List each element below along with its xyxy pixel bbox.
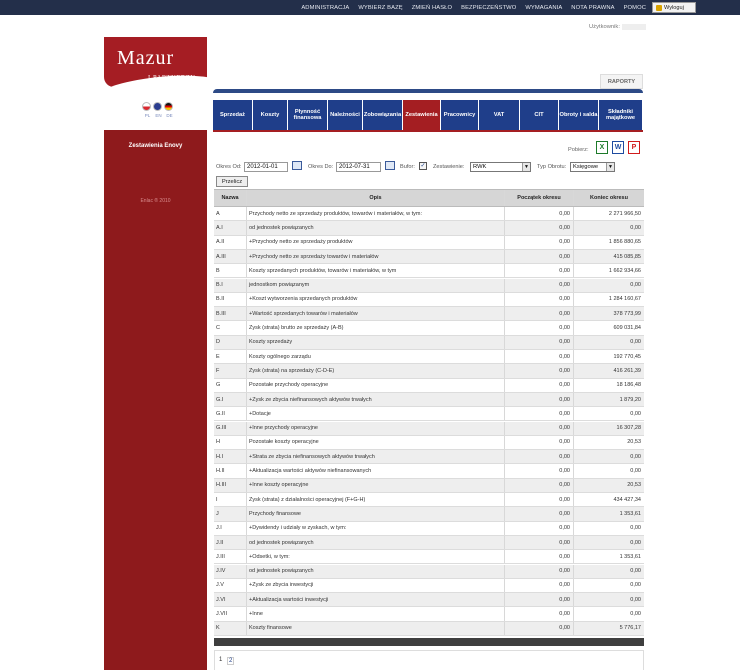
row-description: jednostkom powiązanym	[247, 279, 505, 292]
flag-en-icon[interactable]	[153, 102, 162, 111]
tab-raporty[interactable]: RAPORTY	[600, 74, 643, 89]
logout-button[interactable]	[652, 2, 696, 13]
row-start-value: 0,00	[505, 565, 574, 578]
lock-icon	[656, 5, 662, 11]
column-header[interactable]: Opis	[247, 190, 505, 206]
row-description: +Zysk ze zbycia inwestycji	[247, 579, 505, 592]
lang-label-pl[interactable]: PL	[144, 113, 151, 118]
row-description: +Wartość sprzedanych towarów i materiałów	[247, 307, 505, 320]
lang-label-en[interactable]: EN	[155, 113, 162, 118]
row-code: A.III	[214, 250, 247, 263]
row-description: +Inne przychody operacyjne	[247, 422, 505, 435]
row-start-value: 0,00	[505, 464, 574, 477]
row-code: E	[214, 350, 247, 363]
row-code: C	[214, 321, 247, 334]
row-end-value: 0,00	[630, 410, 641, 417]
row-description: +Dywidendy i udziały w zyskach, w tym:	[247, 522, 505, 535]
row-code: J.III	[214, 550, 247, 563]
row-code: J.IV	[214, 565, 247, 578]
typ-obrotu-select[interactable]	[570, 162, 615, 172]
row-end-value: 18 186,48	[616, 382, 641, 389]
row-end-value: 1 353,61	[619, 510, 641, 517]
row-end-value: 0,00	[630, 539, 641, 546]
row-start-value: 0,00	[505, 507, 574, 520]
row-description: Przychody netto ze sprzedaży produktów, towarów i materiałów, w tym:	[247, 207, 505, 220]
row-description: Zysk (strata) brutto ze sprzedaży (A-B)	[247, 321, 505, 334]
row-code: J.VI	[214, 593, 247, 606]
row-code: G	[214, 379, 247, 392]
column-header[interactable]: Nazwa	[214, 190, 247, 206]
column-header[interactable]: Początek okresu	[505, 190, 574, 206]
row-start-value: 0,00	[505, 393, 574, 406]
row-code: G.III	[214, 422, 247, 435]
row-code: J.VII	[214, 607, 247, 620]
przelicz-button[interactable]: Przelicz	[216, 176, 248, 187]
table-row	[214, 207, 644, 221]
row-end-value: 1 662 934,66	[608, 267, 641, 274]
row-start-value: 0,00	[505, 422, 574, 435]
row-description: Pozostałe koszty operacyjne	[247, 436, 505, 449]
row-code: A.II	[214, 236, 247, 249]
row-description: Zysk (strata) na sprzedaży (C-D-E)	[247, 364, 505, 377]
row-start-value: 0,00	[505, 536, 574, 549]
bufor-checkbox[interactable]: ✓	[420, 163, 426, 169]
row-end-value: 434 427,34	[613, 496, 641, 503]
row-code: G.II	[214, 407, 247, 420]
row-end-value: 416 261,39	[613, 367, 641, 374]
flag-de-icon[interactable]	[164, 102, 173, 111]
row-end-value: 378 773,99	[613, 310, 641, 317]
top-navigation-bar	[0, 0, 740, 15]
row-end-value: 1 284 160,67	[608, 296, 641, 303]
table-row	[214, 364, 644, 378]
row-end-value: 0,00	[630, 596, 641, 603]
main-menu	[213, 100, 643, 130]
calendar-icon[interactable]	[385, 161, 395, 170]
top-nav-links	[292, 0, 646, 15]
row-code: J	[214, 507, 247, 520]
row-description: od jednostek powiązanych	[247, 221, 505, 234]
download-label: Pobierz:	[568, 147, 589, 153]
row-description: Koszty finansowe	[247, 622, 505, 635]
row-code: H.I	[214, 450, 247, 463]
table-row	[214, 464, 644, 478]
row-end-value: 0,00	[630, 339, 641, 346]
row-end-value: 0,00	[630, 525, 641, 532]
row-description: Zysk (strata) z działalności operacyjnej (F+G-H)	[247, 493, 505, 506]
menu-tab[interactable]: Składniki majątkowe	[599, 100, 643, 130]
row-end-value: 0,00	[630, 282, 641, 289]
okres-od-label: Okres Od:	[216, 164, 242, 170]
table-row	[214, 593, 644, 607]
top-nav-link[interactable]: POMOC	[623, 4, 646, 11]
table-row	[214, 550, 644, 564]
bufor-label: Bufor:	[400, 164, 415, 170]
menu-tab[interactable]: VAT	[479, 100, 520, 130]
table-row	[214, 622, 644, 636]
row-start-value: 0,00	[505, 550, 574, 563]
row-end-value: 0,00	[630, 611, 641, 618]
table-row	[214, 436, 644, 450]
row-code: I	[214, 493, 247, 506]
row-code: F	[214, 364, 247, 377]
top-nav-link[interactable]: WYMAGANIA	[525, 4, 563, 11]
excel-export-icon[interactable]: X	[596, 141, 608, 154]
table-row	[214, 493, 644, 507]
table-header	[214, 189, 644, 207]
row-start-value: 0,00	[505, 279, 574, 292]
sidebar-header	[104, 15, 207, 130]
calendar-icon[interactable]	[292, 161, 302, 170]
menu-tab[interactable]: Zestawienia	[403, 100, 441, 130]
table-row	[214, 336, 644, 350]
row-end-value: 16 307,28	[616, 425, 641, 432]
row-end-value: 192 770,45	[613, 353, 641, 360]
logo-main-text: Mazur	[117, 47, 175, 69]
logo-sub-text: I PARTNERZY	[148, 74, 196, 81]
row-start-value: 0,00	[505, 479, 574, 492]
row-end-value: 1 856 880,65	[608, 239, 641, 246]
user-label: Użytkownik:	[589, 24, 620, 30]
menu-tab[interactable]: Pracownicy	[441, 100, 479, 130]
table-row	[214, 293, 644, 307]
pagination	[214, 650, 644, 670]
menu-tab[interactable]: Należności	[328, 100, 363, 130]
row-description: Przychody finansowe	[247, 507, 505, 520]
row-start-value: 0,00	[505, 321, 574, 334]
zestawienie-select[interactable]	[470, 162, 531, 172]
row-start-value: 0,00	[505, 379, 574, 392]
row-description: +Odsetki, w tym:	[247, 550, 505, 563]
row-end-value: 1 353,61	[619, 553, 641, 560]
table-row	[214, 536, 644, 550]
row-code: B.II	[214, 293, 247, 306]
row-start-value: 0,00	[505, 307, 574, 320]
pdf-export-icon[interactable]: P	[628, 141, 640, 154]
typ-obrotu-selected: Księgowe	[573, 164, 599, 170]
row-end-value: 20,53	[627, 439, 641, 446]
row-code: J.V	[214, 579, 247, 592]
row-start-value: 0,00	[505, 221, 574, 234]
row-code: H.II	[214, 464, 247, 477]
row-start-value: 0,00	[505, 250, 574, 263]
row-end-value: 415 085,85	[613, 253, 641, 260]
row-start-value: 0,00	[505, 522, 574, 535]
row-description: Koszty sprzedanych produktów, towarów i materiałów, w tym	[247, 264, 505, 277]
row-code: B.I	[214, 279, 247, 292]
chevron-down-icon: ▼	[606, 163, 614, 171]
page-1-link[interactable]: 1	[219, 657, 223, 663]
row-end-value: 0,00	[630, 453, 641, 460]
lang-label-de[interactable]: DE	[166, 113, 173, 118]
row-start-value: 0,00	[505, 207, 574, 220]
top-nav-link[interactable]: BEZPIECZEŃSTWO	[461, 4, 517, 11]
menu-tab[interactable]: Koszty	[253, 100, 288, 130]
row-start-value: 0,00	[505, 436, 574, 449]
top-nav-link[interactable]: NOTA PRAWNA	[571, 4, 615, 11]
flag-pl-icon[interactable]	[142, 102, 151, 111]
okres-do-input[interactable]: 2012-07-31	[336, 162, 381, 172]
table-row	[214, 379, 644, 393]
table-row	[214, 450, 644, 464]
row-description: +Przychody netto ze sprzedaży produktów	[247, 236, 505, 249]
row-start-value: 0,00	[505, 264, 574, 277]
row-description: +Strata ze zbycia niefinansowych aktywów trwałych	[247, 450, 505, 463]
word-export-icon[interactable]: W	[612, 141, 624, 154]
table-row	[214, 221, 644, 235]
row-end-value: 0,00	[630, 224, 641, 231]
menu-top-strip	[213, 89, 643, 93]
row-description: +Dotacje	[247, 407, 505, 420]
table-row	[214, 607, 644, 621]
row-end-value: 0,00	[630, 568, 641, 575]
company-logo[interactable]	[104, 37, 207, 87]
logout-label: Wyloguj	[664, 4, 684, 11]
menu-tab[interactable]: Sprzedaż	[213, 100, 253, 130]
table-row	[214, 350, 644, 364]
row-start-value: 0,00	[505, 350, 574, 363]
zestawienie-selected: RWK	[473, 164, 487, 170]
row-description: +Koszt wytworzenia sprzedanych produktów	[247, 293, 505, 306]
row-description: +Zysk ze zbycia niefinansowych aktywów trwałych	[247, 393, 505, 406]
menu-tab[interactable]: Obroty i salda	[559, 100, 599, 130]
chevron-down-icon: ▼	[522, 163, 530, 171]
table-row	[214, 236, 644, 250]
top-nav-link[interactable]: WYBIERZ BAZĘ	[358, 4, 403, 11]
sidebar-item-zestawienia-enovy[interactable]: Zestawienia Enovy	[128, 143, 183, 149]
menu-tab[interactable]: Zobowiązania	[363, 100, 403, 130]
row-start-value: 0,00	[505, 607, 574, 620]
table-row	[214, 307, 644, 321]
table-row	[214, 407, 644, 421]
language-labels	[142, 113, 175, 118]
row-start-value: 0,00	[505, 336, 574, 349]
table-row	[214, 579, 644, 593]
okres-od-input[interactable]: 2012-01-01	[244, 162, 288, 172]
row-end-value: 5 776,17	[619, 625, 641, 632]
table-footer-bar	[214, 638, 644, 646]
row-description: Koszty ogólnego zarządu	[247, 350, 505, 363]
row-description: Koszty sprzedaży	[247, 336, 505, 349]
row-code: J.I	[214, 522, 247, 535]
row-start-value: 0,00	[505, 579, 574, 592]
table-row	[214, 279, 644, 293]
row-start-value: 0,00	[505, 450, 574, 463]
typ-obrotu-label: Typ Obrotu:	[537, 164, 567, 170]
user-name-value	[622, 24, 646, 30]
copyright-text: Enlac ® 2010	[140, 198, 171, 204]
row-start-value: 0,00	[505, 407, 574, 420]
row-description: od jednostek powiązanych	[247, 565, 505, 578]
row-start-value: 0,00	[505, 493, 574, 506]
top-nav-link[interactable]: ZMIEŃ HASŁO	[411, 4, 453, 11]
menu-underline	[213, 130, 643, 132]
menu-tab[interactable]: CIT	[520, 100, 559, 130]
sidebar	[104, 15, 207, 670]
row-end-value: 0,00	[630, 468, 641, 475]
table-row	[214, 393, 644, 407]
row-description: +Aktualizacja wartości inwestycji	[247, 593, 505, 606]
row-code: B	[214, 264, 247, 277]
table-row	[214, 321, 644, 335]
row-end-value: 2 271 966,50	[608, 210, 641, 217]
page-2-link[interactable]: 2	[229, 658, 233, 664]
row-code: A	[214, 207, 247, 220]
table-row	[214, 507, 644, 521]
row-description: od jednostek powiązanych	[247, 536, 505, 549]
row-code: J.II	[214, 536, 247, 549]
row-code: K	[214, 622, 247, 635]
row-description: +Aktualizacja wartości aktywów niefinansowanych	[247, 464, 505, 477]
table-row	[214, 264, 644, 278]
row-code: A.I	[214, 221, 247, 234]
language-flags	[142, 102, 175, 111]
row-code: B.III	[214, 307, 247, 320]
menu-tab[interactable]: Płynność finansowa	[288, 100, 328, 130]
row-end-value: 1 879,20	[619, 396, 641, 403]
row-end-value: 20,53	[627, 482, 641, 489]
row-start-value: 0,00	[505, 364, 574, 377]
okres-do-label: Okres Do:	[308, 164, 334, 170]
row-start-value: 0,00	[505, 236, 574, 249]
row-description: +Inne	[247, 607, 505, 620]
row-description: +Inne koszty operacyjne	[247, 479, 505, 492]
row-code: D	[214, 336, 247, 349]
row-start-value: 0,00	[505, 622, 574, 635]
top-nav-link[interactable]: ADMINISTRACJA	[301, 4, 350, 11]
row-description: +Przychody netto ze sprzedaży towarów i materiałów	[247, 250, 505, 263]
row-code: H.III	[214, 479, 247, 492]
row-description: Pozostałe przychody operacyjne	[247, 379, 505, 392]
row-end-value: 609 031,84	[613, 325, 641, 332]
table-row	[214, 250, 644, 264]
row-start-value: 0,00	[505, 593, 574, 606]
table-row	[214, 422, 644, 436]
row-start-value: 0,00	[505, 293, 574, 306]
row-end-value: 0,00	[630, 582, 641, 589]
row-code: G.I	[214, 393, 247, 406]
table-row	[214, 479, 644, 493]
table-row	[214, 565, 644, 579]
table-row	[214, 522, 644, 536]
zestawienie-label: Zestawienie:	[433, 164, 465, 170]
column-header[interactable]: Koniec okresu	[590, 195, 628, 201]
row-code: H	[214, 436, 247, 449]
